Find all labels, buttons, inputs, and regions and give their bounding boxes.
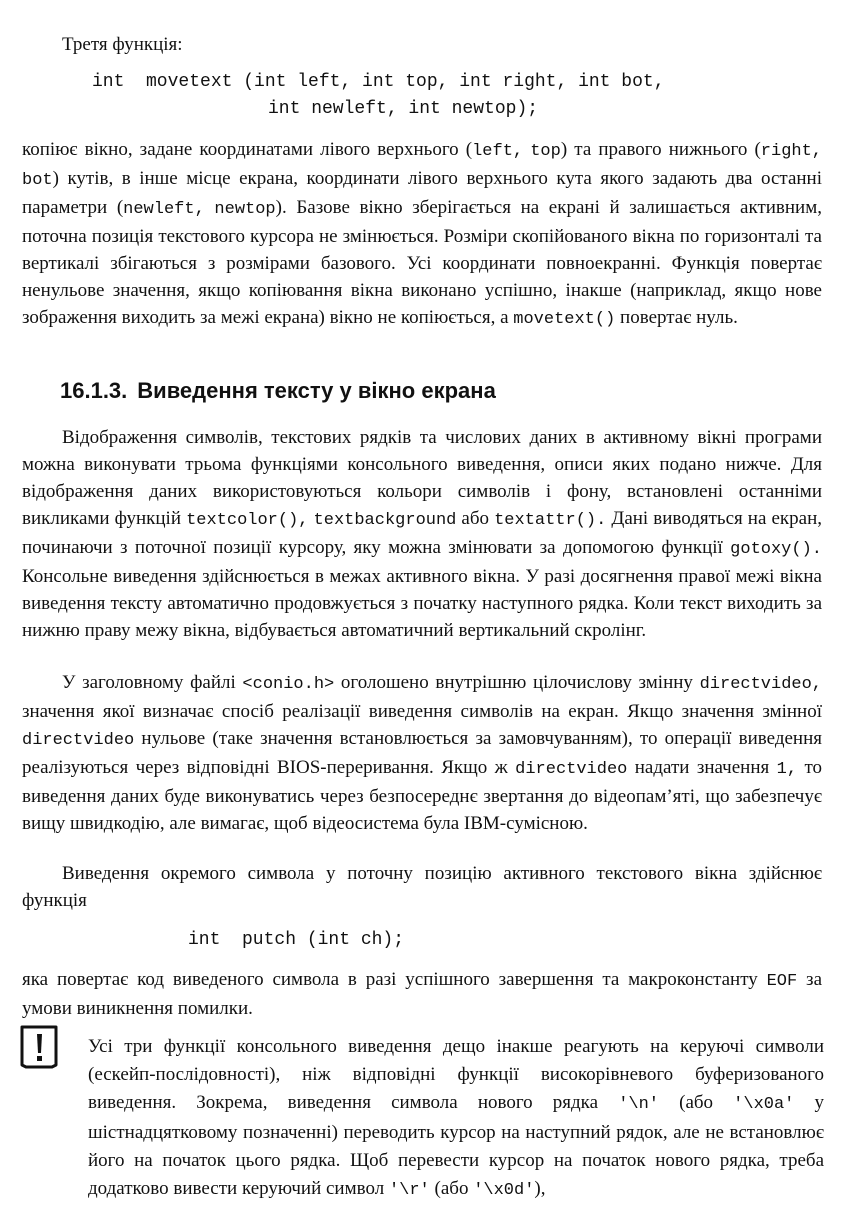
section-heading (60, 376, 496, 406)
text-run: за умови виникнення помилки. (22, 969, 822, 1019)
code-bot: bot (22, 171, 53, 190)
code-textattr: textattr(). (494, 511, 607, 530)
code-directvideo: directvideo (515, 760, 628, 779)
text-run: копіює вікно, задане координатами лівого верхнього ( (22, 139, 473, 160)
code-top: top (530, 142, 561, 161)
code-movetext-call: movetext() (513, 310, 616, 329)
text-run (205, 197, 215, 218)
text-run: повертає нуль. (615, 307, 738, 328)
code-newtop: newtop (214, 200, 276, 219)
section-title: Виведення тексту у вікно екрана (137, 378, 496, 403)
putch-signature: int putch (int ch); (188, 930, 405, 950)
code-left: left, (472, 142, 524, 161)
text-run: (або (429, 1178, 474, 1199)
directvideo-paragraph (22, 669, 822, 837)
text-run: Відображення символів, текстових рядків та числових даних в активному вікні програми можна виконувати трьома функціями консольного виведення, описи яких подано нижче. Для відображення даних використовуються кольори символів і фону, встановлені останніми викликами функцій (22, 427, 822, 529)
console-output-paragraph (22, 424, 822, 644)
putch-description-paragraph (22, 966, 822, 1022)
text-run: Усі три функції консольного виведення дещо інакше реагують на керуючі символи (ескейп-послідовності), ніж відповідні функції високорівневого буферизованого виведення. Зокрема, виведення символа нового рядка (88, 1036, 824, 1113)
section-number: 16.1.3. (60, 378, 128, 403)
code-right: right, (760, 142, 823, 161)
text-run: яка повертає код виведеного символа в разі успішного завершення та макроконстанту (22, 969, 767, 990)
movetext-signature-line-2: int newleft, int newtop); (268, 99, 539, 119)
code-gotoxy: gotoxy(). (730, 540, 822, 559)
text-run: або (456, 508, 495, 529)
code-hex-carriage-return-char: '\x0d' (473, 1181, 535, 1200)
text-run: нульове (таке значення встановлюється за замовчуванням), то операції виведення реалізуються через відповідні BIOS-переривання. Якщо ж (22, 728, 822, 778)
text-run: (або (659, 1092, 734, 1113)
text-run: ) та правого нижнього ( (560, 139, 761, 160)
text-run: ). Базове вікно зберігається на екрані й залишається активним, поточна позиція текстового курсора не змінюється. Розміри скопійованого вікна по горизонталі та вертикалі збігаються з розмірами базового. Усі координати повноекранні. Функція повертає ненульове значення, якщо копіювання вікна виконано успішно, інакше (наприклад, якщо нове зображення виходить за межі екрана) вікно не копіюється, а (22, 197, 822, 328)
code-hex-newline-char: '\x0a' (733, 1095, 795, 1114)
code-eof: EOF (766, 972, 798, 991)
code-newline-char: '\n' (618, 1095, 659, 1114)
code-directvideo: directvideo, (699, 675, 823, 694)
movetext-signature-line-1: int movetext (int left, int top, int right, int bot, (92, 72, 665, 92)
note-text (88, 1033, 824, 1205)
text-run: ) кутів, в інше місце екрана, координати лівого верхнього кута якого задають два останні параметри ( (22, 168, 822, 218)
movetext-description-paragraph (22, 136, 822, 333)
text-run: оголошено внутрішню цілочислову змінну (334, 672, 700, 693)
text-run: Консольне виведення здійснюється в межах активного вікна. У разі досягнення правої межі вікна виведення тексту автоматично продовжується з початку наступного рядка. Коли текст виходить за нижню праву межу вікна, відбувається автоматичний вертикальний скролінг. (22, 566, 822, 641)
text-run: Дані виводяться на екран, починаючи з поточної позиції курсору, яку можна змінювати за допомогою функції (22, 508, 822, 558)
putch-intro-paragraph: Виведення окремого символа у поточну позицію активного текстового вікна здійснює функція (22, 863, 822, 911)
text-run: надати значення (627, 757, 777, 778)
code-textcolor: textcolor(), (186, 511, 309, 530)
code-carriage-return-char: '\r' (388, 1181, 430, 1200)
text-run: то виведення даних буде виконуватись через безпосереднє звертання до відеопам’яті, що забезпечує вищу швидкодію, але вимагає, щоб відеосистема була IBM-сумісною. (22, 757, 822, 834)
code-textbackground: textbackground (313, 511, 457, 530)
code-directvideo: directvideo (22, 731, 135, 750)
text-run: У заголовному файлі (62, 672, 243, 693)
text-run: значення якої визначає спосіб реалізації виведення символів на екран. Якщо значення змінної (22, 701, 822, 722)
text-run: ), (534, 1178, 546, 1199)
exclamation-icon (20, 1025, 58, 1069)
code-value-one: 1, (776, 760, 798, 779)
code-newleft: newleft, (123, 200, 205, 219)
text-run: у шістнадцятковому позначенні) переводить курсор на наступний рядок, але не встановлює його на початок цього рядка. Щоб перевести курсор на початок нового рядка, треба додатково вивести керуючий символ (88, 1092, 825, 1199)
intro-text: Третя функція: (62, 34, 183, 55)
code-conio-header: <conio.h> (242, 675, 335, 694)
